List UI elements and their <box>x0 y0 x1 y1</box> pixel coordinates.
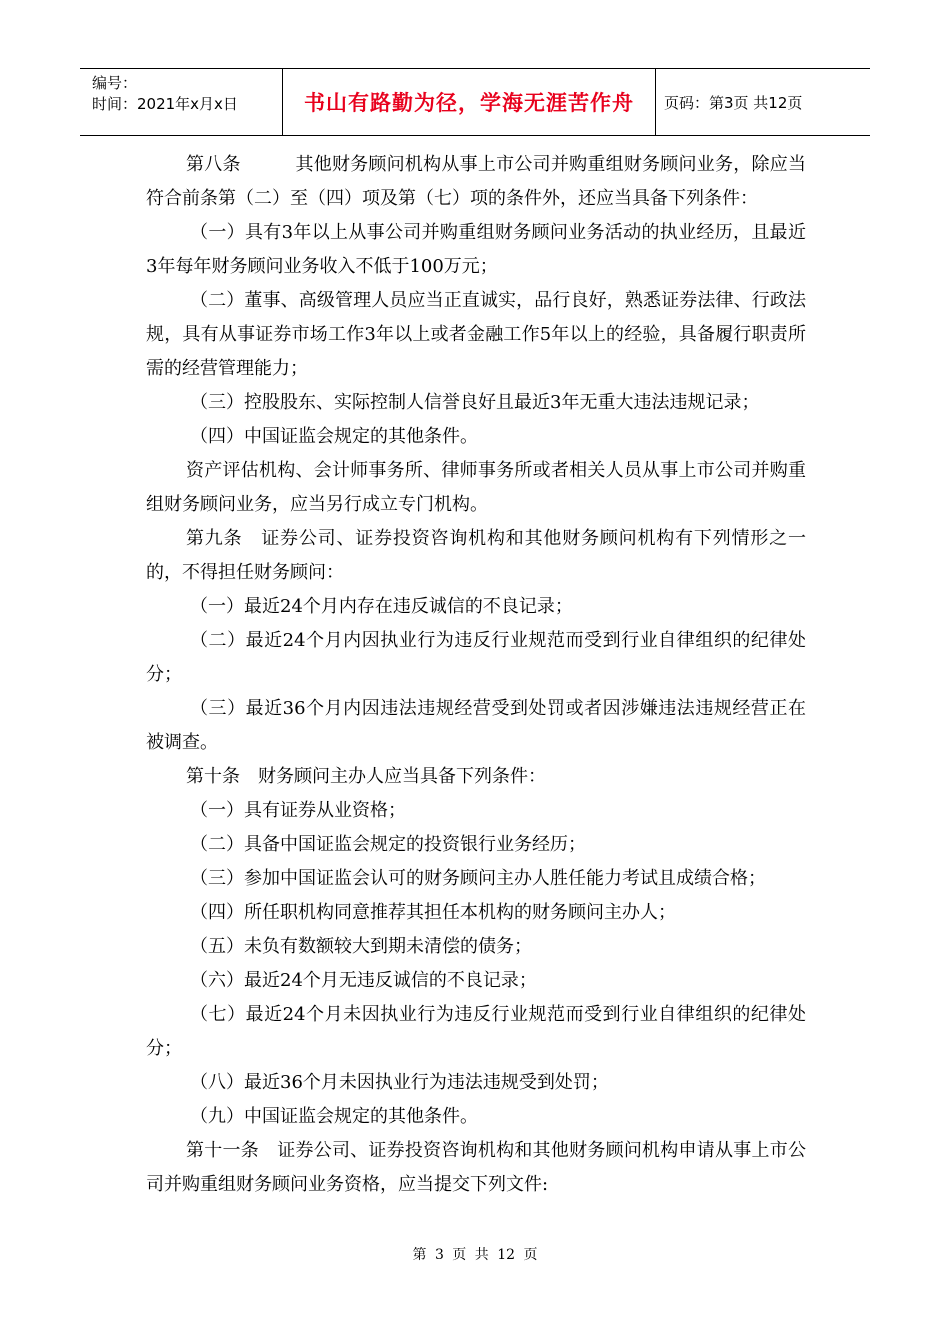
article-10-item-5: （五）未负有数额较大到期未清偿的债务； <box>190 936 532 957</box>
date-label: 时间：2021年x月x日 <box>92 95 238 113</box>
header-page-info: 页码：第3页 共12页 <box>664 93 803 112</box>
article-8-note: 资产评估机构、会计师事务所、律师事务所或者相关人员从事上市公司并购重组财务顾问业务，应当另行成立专门机构。 <box>146 460 806 515</box>
article-8-item-4: （四）中国证监会规定的其他条件。 <box>190 426 478 447</box>
page-footer: 第 3 页 共 12 页 <box>412 1247 538 1263</box>
document-body <box>146 148 806 1202</box>
article-10-item-8: （八）最近36个月未因执业行为违法违规受到处罚； <box>190 1072 609 1093</box>
article-9-intro: 第九条 证券公司、证券投资咨询机构和其他财务顾问机构有下列情形之一的，不得担任财务顾问： <box>146 528 806 583</box>
article-8-item-3: （三）控股股东、实际控制人信誉良好且最近3年无重大违法违规记录； <box>190 392 760 413</box>
page-header <box>80 68 870 136</box>
article-8-intro: 第八条 其他财务顾问机构从事上市公司并购重组财务顾问业务，除应当符合前条第（二）至（四）项及第（七）项的条件外，还应当具备下列条件： <box>146 154 806 209</box>
article-10-item-3: （三）参加中国证监会认可的财务顾问主办人胜任能力考试且成绩合格； <box>190 868 766 889</box>
article-9-item-2: （二）最近24个月内因执业行为违反行业规范而受到行业自律组织的纪律处分； <box>146 630 806 685</box>
article-8-item-2: （二）董事、高级管理人员应当正直诚实，品行良好，熟悉证券法律、行政法规，具有从事证券市场工作3年以上或者金融工作5年以上的经验，具备履行职责所需的经营管理能力； <box>146 290 806 379</box>
article-10-item-1: （一）具有证券从业资格； <box>190 800 406 821</box>
article-10-item-7: （七）最近24个月未因执业行为违反行业规范而受到行业自律组织的纪律处分； <box>146 1004 806 1059</box>
article-10-item-9: （九）中国证监会规定的其他条件。 <box>190 1106 478 1127</box>
article-10-item-2: （二）具备中国证监会规定的投资银行业务经历； <box>190 834 586 855</box>
article-11-intro: 第十一条 证券公司、证券投资咨询机构和其他财务顾问机构申请从事上市公司并购重组财务顾问业务资格，应当提交下列文件: <box>146 1140 806 1195</box>
serial-number-label: 编号： <box>92 74 138 92</box>
article-9-item-3: （三）最近36个月内因违法违规经营受到处罚或者因涉嫌违法违规经营正在被调查。 <box>146 698 806 753</box>
header-meta <box>80 69 282 135</box>
article-9-item-1: （一）最近24个月内存在违反诚信的不良记录； <box>190 596 573 617</box>
article-10-item-6: （六）最近24个月无违反诚信的不良记录； <box>190 970 537 991</box>
header-motto: 书山有路勤为径，学海无涯苦作舟 <box>282 69 656 135</box>
article-10-item-4: （四）所任职机构同意推荐其担任本机构的财务顾问主办人； <box>190 902 676 923</box>
article-8-item-1: （一）具有3年以上从事公司并购重组财务顾问业务活动的执业经历，且最近3年每年财务顾问业务收入不低于100万元； <box>146 222 806 277</box>
article-10-intro: 第十条 财务顾问主办人应当具备下列条件： <box>186 766 546 787</box>
